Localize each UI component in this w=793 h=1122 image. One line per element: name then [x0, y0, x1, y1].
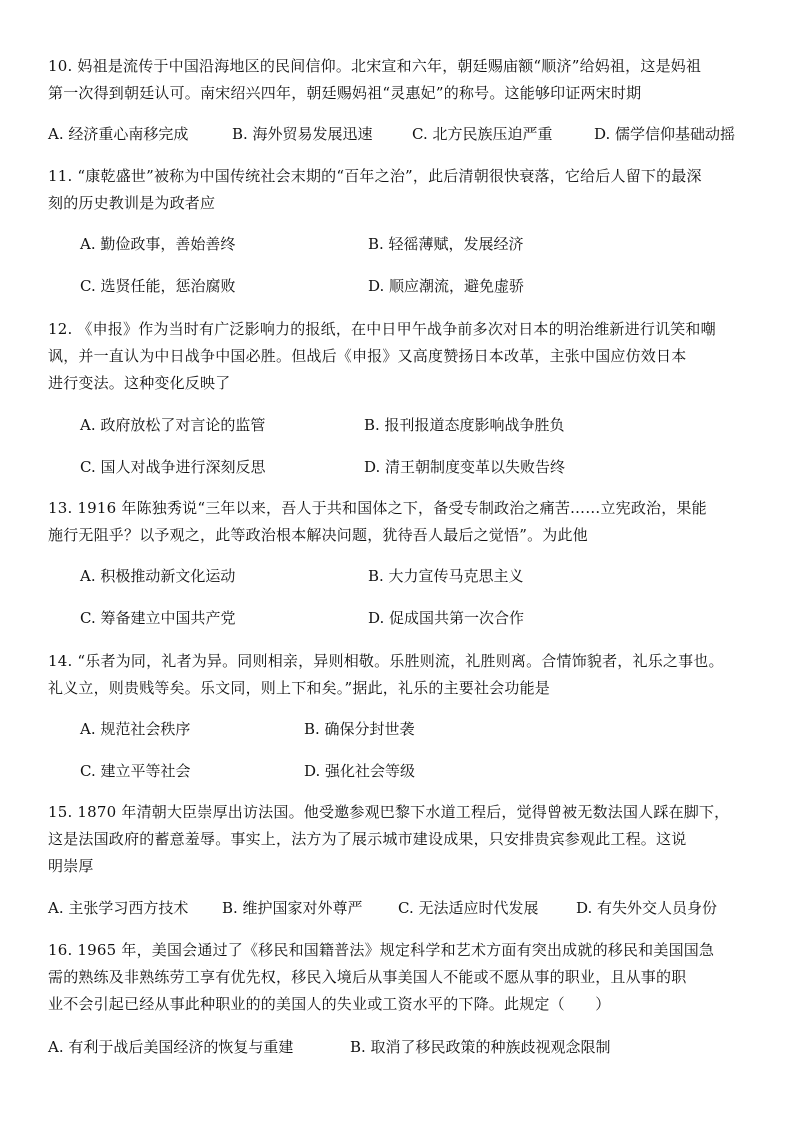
- q11-option-a: A. 勤俭政事，善始善终: [80, 235, 236, 253]
- q16-option-a: A. 有利于战后美国经济的恢复与重建: [48, 1038, 294, 1056]
- q10-option-b: B. 海外贸易发展迅速: [232, 125, 373, 143]
- q13-option-d: D. 促成国共第一次合作: [368, 609, 525, 627]
- q15-option-d: D. 有失外交人员身份: [576, 899, 718, 917]
- q10-stem-line-1: 10. 妈祖是流传于中国沿海地区的民间信仰。北宋宣和六年，朝廷赐庙额“顺济”给妈祖，这是妈祖: [48, 57, 702, 75]
- q10-option-d: D. 儒学信仰基础动摇: [594, 125, 736, 143]
- q12-stem-line-3: 进行变法。这种变化反映了: [48, 374, 231, 392]
- q16-option-b: B. 取消了移民政策的种族歧视观念限制: [350, 1038, 611, 1056]
- q12-stem-line-1: 12. 《申报》作为当时有广泛影响力的报纸，在中日甲午战争前多次对日本的明治维新进行讥笑和嘲: [48, 320, 716, 338]
- q14-option-a: A. 规范社会秩序: [80, 720, 191, 738]
- q12-option-c: C. 国人对战争进行深刻反思: [80, 458, 266, 476]
- q11-stem-line-1: 11. “康乾盛世”被称为中国传统社会末期的“百年之治”，此后清朝很快衰落，它给后人留下的最深: [48, 167, 702, 185]
- q15-stem-line-1: 15. 1870 年清朝大臣崇厚出访法国。他受邀参观巴黎下水道工程后，觉得曾被无数法国人踩在脚下，: [48, 803, 730, 821]
- q13-option-a: A. 积极推动新文化运动: [80, 567, 236, 585]
- q12-stem-line-2: 讽，并一直认为中日战争中国必胜。但战后《申报》又高度赞扬日本改革，主张中国应仿效日本: [48, 347, 687, 365]
- q16-stem-line-1: 16. 1965 年，美国会通过了《移民和国籍普法》规定科学和艺术方面有突出成就的移民和美国国急: [48, 941, 715, 959]
- q13-stem-line-1: 13. 1916 年陈独秀说“三年以来，吾人于共和国体之下，备受专制政治之痛苦……立宪政治，果能: [48, 499, 707, 517]
- q15-stem-line-2: 这是法国政府的蓄意羞辱。事实上，法方为了展示城市建设成果，只安排贵宾参观此工程。这说: [48, 830, 687, 848]
- q16-stem-line-3: 业不会引起已经从事此种职业的的美国人的失业或工资水平的下降。此规定（ ）: [48, 995, 611, 1013]
- q12-option-d: D. 清王朝制度变革以失败告终: [364, 458, 566, 476]
- q12-option-a: A. 政府放松了对言论的监管: [80, 416, 266, 434]
- q14-stem-line-1: 14. “乐者为同，礼者为异。同则相亲，异则相敬。乐胜则流，礼胜则离。合情饰貌者，礼乐之事也。: [48, 652, 724, 670]
- q13-option-b: B. 大力宣传马克思主义: [368, 567, 524, 585]
- q10-stem-line-2: 第一次得到朝廷认可。南宋绍兴四年，朝廷赐妈祖“灵惠妃”的称号。这能够印证两宋时期: [48, 84, 642, 102]
- q13-stem-line-2: 施行无阻乎？以予观之，此等政治根本解决问题，犹待吾人最后之觉悟”。为此他: [48, 526, 588, 544]
- q16-stem-line-2: 需的熟练及非熟练劳工享有优先权，移民入境后从事美国人不能或不愿从事的职业，且从事的职: [48, 968, 687, 986]
- q15-stem-line-3: 明崇厚: [48, 857, 94, 875]
- q11-stem-line-2: 刻的历史教训是为政者应: [48, 194, 216, 212]
- q11-option-d: D. 顺应潮流，避免虚骄: [368, 277, 525, 295]
- q14-option-d: D. 强化社会等级: [304, 762, 416, 780]
- q14-option-c: C. 建立平等社会: [80, 762, 191, 780]
- q15-option-c: C. 无法适应时代发展: [398, 899, 539, 917]
- q14-stem-line-2: 礼义立，则贵贱等矣。乐文同，则上下和矣。”据此，礼乐的主要社会功能是: [48, 679, 550, 697]
- q11-option-b: B. 轻徭薄赋，发展经济: [368, 235, 524, 253]
- q10-option-c: C. 北方民族压迫严重: [412, 125, 553, 143]
- q11-option-c: C. 选贤任能，惩治腐败: [80, 277, 236, 295]
- q14-option-b: B. 确保分封世袭: [304, 720, 415, 738]
- q13-option-c: C. 筹备建立中国共产党: [80, 609, 236, 627]
- q15-option-a: A. 主张学习西方技术: [48, 899, 189, 917]
- q10-option-a: A. 经济重心南移完成: [48, 125, 189, 143]
- q15-option-b: B. 维护国家对外尊严: [222, 899, 363, 917]
- q12-option-b: B. 报刊报道态度影响战争胜负: [364, 416, 565, 434]
